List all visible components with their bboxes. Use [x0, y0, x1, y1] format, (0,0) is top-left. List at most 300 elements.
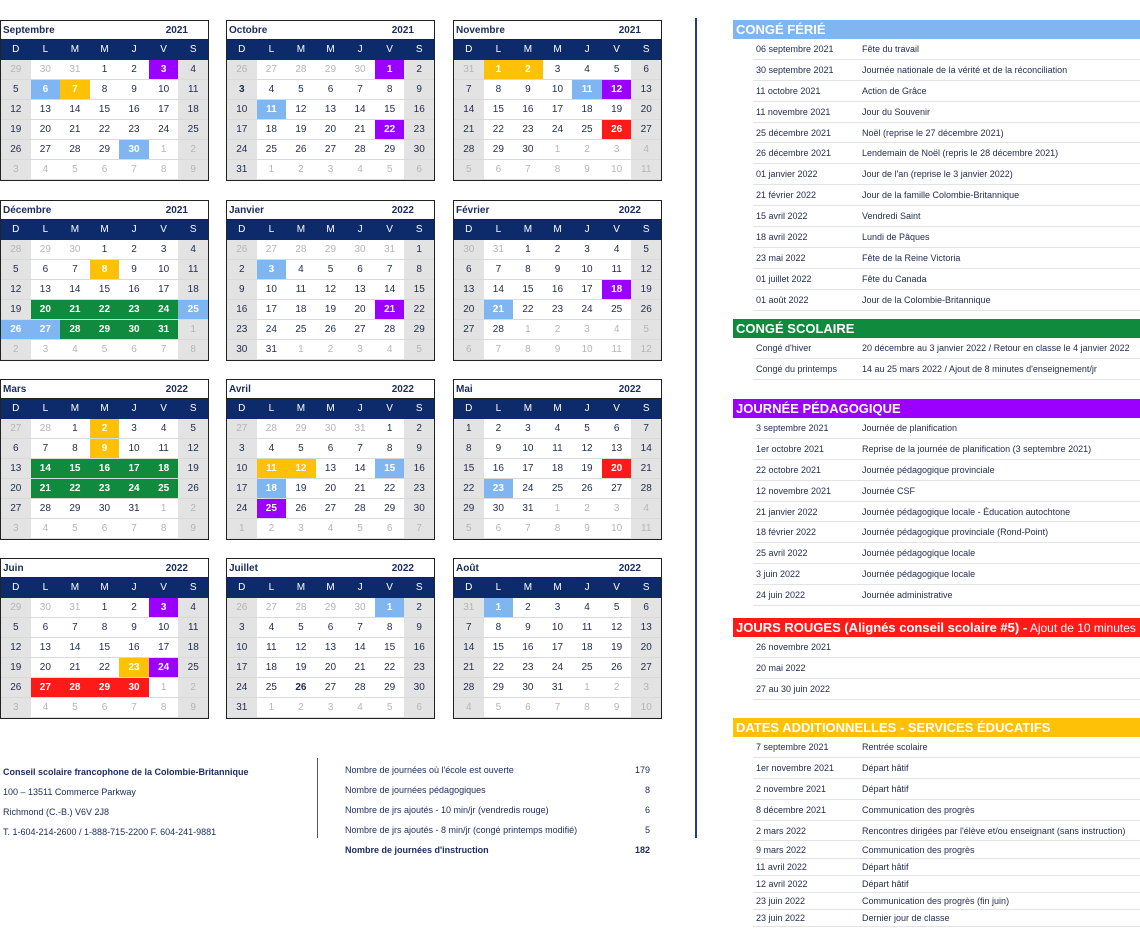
day-cell: 22 [513, 300, 543, 320]
day-cell: 4 [257, 618, 287, 638]
day-cell: 8 [484, 80, 514, 100]
event-row [753, 102, 1140, 123]
day-cell: 2 [90, 419, 120, 439]
day-cell: 12 [602, 618, 632, 638]
day-cell: 15 [90, 280, 120, 300]
month-header [454, 380, 661, 399]
footer-divider [317, 758, 318, 838]
event-description: Journée pédagogique locale [862, 548, 976, 559]
day-cell: 26 [286, 499, 316, 519]
weekday-header: V [375, 220, 405, 240]
day-cell: 18 [257, 120, 287, 140]
month-2 [453, 20, 662, 181]
day-cell: 24 [227, 499, 257, 519]
weekday-header: M [286, 40, 316, 60]
statistics-table [345, 760, 650, 860]
day-cell: 5 [602, 598, 632, 618]
day-cell-outside: 5 [90, 340, 120, 360]
day-cell-outside: 9 [543, 340, 573, 360]
day-cell: 4 [257, 439, 287, 459]
day-cell: 24 [149, 300, 179, 320]
day-cell: 7 [454, 618, 484, 638]
weekday-header: S [404, 399, 434, 419]
day-cell: 29 [484, 140, 514, 160]
weekday-header: M [90, 578, 120, 598]
weekday-header: M [60, 220, 90, 240]
day-cell: 23 [484, 479, 514, 499]
day-cell: 30 [513, 678, 543, 698]
event-date: 12 avril 2022 [756, 878, 808, 889]
day-cell-outside: 6 [484, 519, 514, 539]
day-cell: 6 [1, 439, 31, 459]
day-cell: 9 [119, 260, 149, 280]
day-cell-outside: 31 [484, 240, 514, 260]
weekday-header: V [602, 220, 632, 240]
weekday-header: D [227, 40, 257, 60]
weekday-header: J [345, 578, 375, 598]
event-description: Dernier jour de classe [862, 913, 950, 924]
day-cell-outside: 4 [345, 160, 375, 180]
day-cell: 21 [345, 658, 375, 678]
day-cell: 4 [572, 60, 602, 80]
weekday-header: J [572, 220, 602, 240]
day-cell: 13 [316, 100, 346, 120]
day-cell: 10 [227, 459, 257, 479]
event-date: 01 janvier 2022 [756, 169, 818, 180]
day-cell: 3 [513, 419, 543, 439]
section-title: CONGÉ SCOLAIRE [736, 321, 855, 336]
month-5 [453, 200, 662, 361]
day-cell: 12 [1, 638, 31, 658]
day-cell: 21 [631, 459, 661, 479]
day-cell: 10 [257, 280, 287, 300]
event-description: Jour du Souvenir [862, 106, 931, 117]
event-date: 27 au 30 juin 2022 [756, 683, 831, 694]
weekday-header: L [257, 220, 287, 240]
day-cell: 1 [404, 240, 434, 260]
weekday-header: S [178, 40, 208, 60]
day-cell-outside: 4 [316, 519, 346, 539]
weekday-header: J [345, 399, 375, 419]
weekday-header: M [513, 40, 543, 60]
day-cell-outside: 28 [31, 419, 61, 439]
day-cell-outside: 8 [149, 519, 179, 539]
day-cell: 7 [345, 80, 375, 100]
day-cell: 3 [119, 419, 149, 439]
day-cell-outside: 29 [316, 60, 346, 80]
day-cell: 28 [375, 320, 405, 340]
event-description: Journée pédagogique locale - Éducation autochtone [862, 506, 1071, 517]
day-cell: 21 [60, 300, 90, 320]
day-cell: 19 [1, 658, 31, 678]
month-name: Avril [229, 383, 251, 395]
event-date: 23 mai 2022 [756, 252, 806, 263]
day-cell: 11 [178, 80, 208, 100]
day-cell: 23 [119, 300, 149, 320]
day-cell: 9 [484, 439, 514, 459]
weekday-header: M [60, 399, 90, 419]
day-cell-outside: 1 [149, 499, 179, 519]
day-cell: 16 [484, 459, 514, 479]
day-cell: 28 [60, 140, 90, 160]
day-cell-outside: 3 [31, 340, 61, 360]
month-year: 2021 [165, 24, 188, 36]
day-cell: 14 [375, 280, 405, 300]
weekday-header: D [454, 220, 484, 240]
stat-label: Nombre de journées pédagogiques [345, 785, 486, 795]
month-name: Décembre [3, 204, 52, 216]
weekday-header: J [119, 220, 149, 240]
stat-label: Nombre de jrs ajoutés - 10 min/jr (vendredis rouge) [345, 805, 549, 815]
day-cell: 3 [149, 60, 179, 80]
day-cell: 24 [513, 479, 543, 499]
event-description: Fête du travail [862, 43, 920, 54]
day-cell: 27 [31, 678, 61, 698]
weekday-header: S [631, 40, 661, 60]
event-date: 24 juin 2022 [756, 590, 806, 601]
event-description: 20 décembre au 3 janvier 2022 / Retour en classe le 4 janvier 2022 [862, 342, 1130, 353]
day-cell-outside: 26 [227, 598, 257, 618]
weekday-header: M [513, 220, 543, 240]
event-description: Journée pédagogique provinciale (Rond-Point) [862, 527, 1049, 538]
day-cell: 27 [631, 658, 661, 678]
day-cell: 20 [1, 479, 31, 499]
day-cell: 28 [60, 678, 90, 698]
day-cell: 26 [286, 678, 316, 698]
day-cell: 19 [316, 300, 346, 320]
day-cell: 22 [90, 300, 120, 320]
weekday-header: D [454, 399, 484, 419]
month-name: Août [456, 562, 479, 574]
day-cell: 7 [375, 260, 405, 280]
day-cell: 2 [404, 598, 434, 618]
day-cell: 24 [543, 658, 573, 678]
day-cell: 26 [178, 479, 208, 499]
weekday-header: M [513, 578, 543, 598]
month-year: 2022 [391, 383, 414, 395]
day-cell-outside: 1 [227, 519, 257, 539]
day-cell: 30 [227, 340, 257, 360]
weekday-header: L [257, 40, 287, 60]
day-cell-outside: 28 [257, 419, 287, 439]
day-cell: 30 [119, 678, 149, 698]
day-cell: 19 [286, 120, 316, 140]
divider [695, 18, 697, 838]
day-cell: 12 [286, 638, 316, 658]
day-cell: 20 [316, 479, 346, 499]
weekday-header: D [454, 40, 484, 60]
day-cell: 30 [119, 320, 149, 340]
day-cell: 7 [345, 618, 375, 638]
day-cell-outside: 1 [543, 140, 573, 160]
month-header [454, 201, 661, 220]
day-cell-outside: 30 [31, 60, 61, 80]
month-name: Juin [3, 562, 24, 574]
day-cell: 17 [149, 280, 179, 300]
day-cell: 29 [454, 499, 484, 519]
day-cell: 20 [316, 658, 346, 678]
day-cell: 23 [513, 120, 543, 140]
event-date: 7 septembre 2021 [756, 741, 829, 752]
day-cell-outside: 3 [602, 140, 632, 160]
day-cell: 19 [286, 479, 316, 499]
weekday-header: M [90, 40, 120, 60]
weekday-header: L [484, 399, 514, 419]
day-cell: 19 [1, 300, 31, 320]
day-cell: 7 [31, 439, 61, 459]
weekday-header: D [454, 578, 484, 598]
day-cell: 17 [257, 300, 287, 320]
day-cell: 19 [602, 638, 632, 658]
weekday-header: V [149, 399, 179, 419]
event-date: 11 novembre 2021 [756, 106, 831, 117]
day-cell: 12 [572, 439, 602, 459]
day-cell: 22 [454, 479, 484, 499]
day-cell: 7 [345, 439, 375, 459]
day-cell: 11 [178, 618, 208, 638]
day-cell-outside: 3 [286, 519, 316, 539]
event-row [753, 737, 1140, 758]
event-date: 25 décembre 2021 [756, 127, 832, 138]
event-date: 1er novembre 2021 [756, 762, 835, 773]
day-cell: 12 [178, 439, 208, 459]
month-7 [226, 379, 435, 540]
event-description: Communication des progrès [862, 844, 975, 855]
day-cell: 24 [227, 678, 257, 698]
day-cell: 17 [119, 459, 149, 479]
day-cell: 16 [119, 638, 149, 658]
day-cell: 5 [316, 260, 346, 280]
day-cell: 15 [484, 100, 514, 120]
event-row [753, 227, 1140, 248]
day-cell: 8 [60, 439, 90, 459]
stat-row [345, 800, 650, 820]
day-cell-outside: 7 [513, 519, 543, 539]
day-cell: 13 [316, 638, 346, 658]
day-cell-outside: 4 [602, 320, 632, 340]
day-cell: 3 [257, 260, 287, 280]
day-cell: 17 [227, 658, 257, 678]
day-cell: 28 [60, 320, 90, 340]
day-cell-outside: 6 [90, 519, 120, 539]
month-10 [226, 558, 435, 719]
day-cell-outside: 6 [90, 698, 120, 718]
day-cell-outside: 4 [631, 140, 661, 160]
day-cell: 29 [404, 320, 434, 340]
day-cell: 12 [602, 80, 632, 100]
day-cell: 24 [572, 300, 602, 320]
weekday-header: S [178, 220, 208, 240]
weekday-header: M [543, 399, 573, 419]
day-cell: 11 [178, 260, 208, 280]
day-cell: 26 [602, 120, 632, 140]
day-cell-outside: 10 [602, 160, 632, 180]
day-cell: 18 [572, 638, 602, 658]
day-cell: 30 [404, 499, 434, 519]
day-cell: 14 [31, 459, 61, 479]
day-cell: 9 [513, 80, 543, 100]
day-cell: 6 [316, 618, 346, 638]
day-cell: 16 [513, 638, 543, 658]
day-cell: 31 [119, 499, 149, 519]
weekday-header: L [484, 40, 514, 60]
event-date: 22 octobre 2021 [756, 464, 822, 475]
event-date: 23 juin 2022 [756, 896, 806, 907]
event-description: Départ hâtif [862, 878, 909, 889]
day-cell: 29 [484, 678, 514, 698]
month-header [227, 559, 434, 578]
day-cell: 9 [90, 439, 120, 459]
event-row [753, 338, 1140, 359]
day-cell: 11 [286, 280, 316, 300]
day-cell: 28 [345, 678, 375, 698]
day-cell-outside: 31 [454, 598, 484, 618]
event-date: Congé d'hiver [756, 342, 812, 353]
month-6 [0, 379, 209, 540]
day-cell-outside: 3 [1, 519, 31, 539]
day-cell-outside: 6 [404, 698, 434, 718]
weekday-header: V [149, 578, 179, 598]
day-cell: 9 [119, 80, 149, 100]
month-year: 2022 [391, 562, 414, 574]
event-date: 26 novembre 2021 [756, 641, 832, 652]
event-row [753, 418, 1140, 439]
day-cell: 9 [404, 618, 434, 638]
day-cell-outside: 11 [631, 519, 661, 539]
address-line-1: 100 – 13511 Commerce Parkway [3, 787, 136, 797]
day-cell: 22 [375, 479, 405, 499]
event-row [753, 585, 1140, 606]
event-row [753, 841, 1140, 858]
day-cell: 3 [149, 240, 179, 260]
day-cell: 1 [484, 60, 514, 80]
day-cell: 20 [631, 100, 661, 120]
month-name: Mai [456, 383, 473, 395]
day-cell: 10 [227, 100, 257, 120]
day-cell: 14 [60, 100, 90, 120]
day-cell-outside: 2 [286, 698, 316, 718]
day-cell: 22 [484, 120, 514, 140]
day-cell-outside: 9 [178, 519, 208, 539]
day-cell: 9 [119, 618, 149, 638]
day-cell-outside: 1 [178, 320, 208, 340]
month-8 [453, 379, 662, 540]
stat-value: 6 [644, 805, 650, 815]
weekday-header: L [484, 578, 514, 598]
weekday-header: D [227, 578, 257, 598]
day-cell: 24 [149, 120, 179, 140]
day-cell: 2 [484, 419, 514, 439]
day-cell: 27 [1, 499, 31, 519]
day-cell: 19 [572, 459, 602, 479]
day-cell: 8 [375, 439, 405, 459]
weekday-header: M [286, 578, 316, 598]
weekday-header: S [631, 220, 661, 240]
section-dates-additionnelles [733, 718, 1140, 927]
day-cell: 14 [60, 638, 90, 658]
event-description: Lundi de Pâques [862, 231, 930, 242]
day-cell-outside: 9 [572, 160, 602, 180]
event-row [753, 206, 1140, 227]
day-cell: 6 [454, 260, 484, 280]
day-cell: 16 [404, 459, 434, 479]
event-date: 9 mars 2022 [756, 844, 807, 855]
day-cell: 25 [178, 120, 208, 140]
day-cell-outside: 6 [375, 519, 405, 539]
month-year: 2022 [391, 204, 414, 216]
day-cell: 23 [404, 479, 434, 499]
day-cell-outside: 2 [543, 320, 573, 340]
day-cell: 13 [602, 439, 632, 459]
day-cell-outside: 29 [1, 60, 31, 80]
day-cell: 7 [60, 260, 90, 280]
day-cell: 28 [454, 678, 484, 698]
day-cell-outside: 4 [60, 340, 90, 360]
event-row [753, 859, 1140, 876]
event-description: Journée de planification [862, 422, 958, 433]
day-cell-outside: 26 [227, 240, 257, 260]
month-0 [0, 20, 209, 181]
day-cell: 6 [31, 80, 61, 100]
day-cell: 10 [149, 618, 179, 638]
weekday-header: D [227, 399, 257, 419]
day-cell: 10 [149, 80, 179, 100]
day-cell: 8 [90, 80, 120, 100]
day-cell-outside: 31 [345, 419, 375, 439]
day-cell: 4 [572, 598, 602, 618]
day-cell-outside: 30 [31, 598, 61, 618]
day-cell: 5 [178, 419, 208, 439]
stat-label: Nombre de jrs ajoutés - 8 min/jr (congé printemps modifié) [345, 825, 578, 835]
event-date: 26 décembre 2021 [756, 148, 832, 159]
day-cell: 6 [631, 60, 661, 80]
day-cell-outside: 8 [572, 698, 602, 718]
day-cell: 30 [404, 678, 434, 698]
event-date: 23 juin 2022 [756, 913, 806, 924]
day-cell-outside: 7 [149, 340, 179, 360]
day-cell-outside: 30 [345, 240, 375, 260]
event-description: Noël (reprise le 27 décembre 2021) [862, 127, 1004, 138]
day-cell: 27 [316, 499, 346, 519]
day-cell: 19 [286, 658, 316, 678]
month-year: 2021 [618, 24, 641, 36]
month-year: 2022 [165, 383, 188, 395]
day-cell-outside: 2 [178, 499, 208, 519]
day-cell: 18 [178, 100, 208, 120]
day-cell: 6 [31, 618, 61, 638]
day-cell: 9 [404, 439, 434, 459]
day-cell-outside: 8 [513, 340, 543, 360]
day-cell: 26 [631, 300, 661, 320]
day-cell: 27 [316, 140, 346, 160]
weekday-header: D [1, 220, 31, 240]
month-9 [0, 558, 209, 719]
event-date: 18 février 2022 [756, 527, 817, 538]
day-cell: 25 [286, 320, 316, 340]
day-cell: 16 [90, 459, 120, 479]
day-cell-outside: 1 [286, 340, 316, 360]
day-cell: 20 [345, 300, 375, 320]
day-cell-outside: 5 [631, 320, 661, 340]
event-date: 21 janvier 2022 [756, 506, 818, 517]
day-cell-outside: 1 [149, 678, 179, 698]
day-cell: 12 [316, 280, 346, 300]
day-cell: 18 [178, 280, 208, 300]
event-row [753, 81, 1140, 102]
day-cell: 10 [119, 439, 149, 459]
event-description: Journée administrative [862, 590, 953, 601]
day-cell: 5 [1, 618, 31, 638]
